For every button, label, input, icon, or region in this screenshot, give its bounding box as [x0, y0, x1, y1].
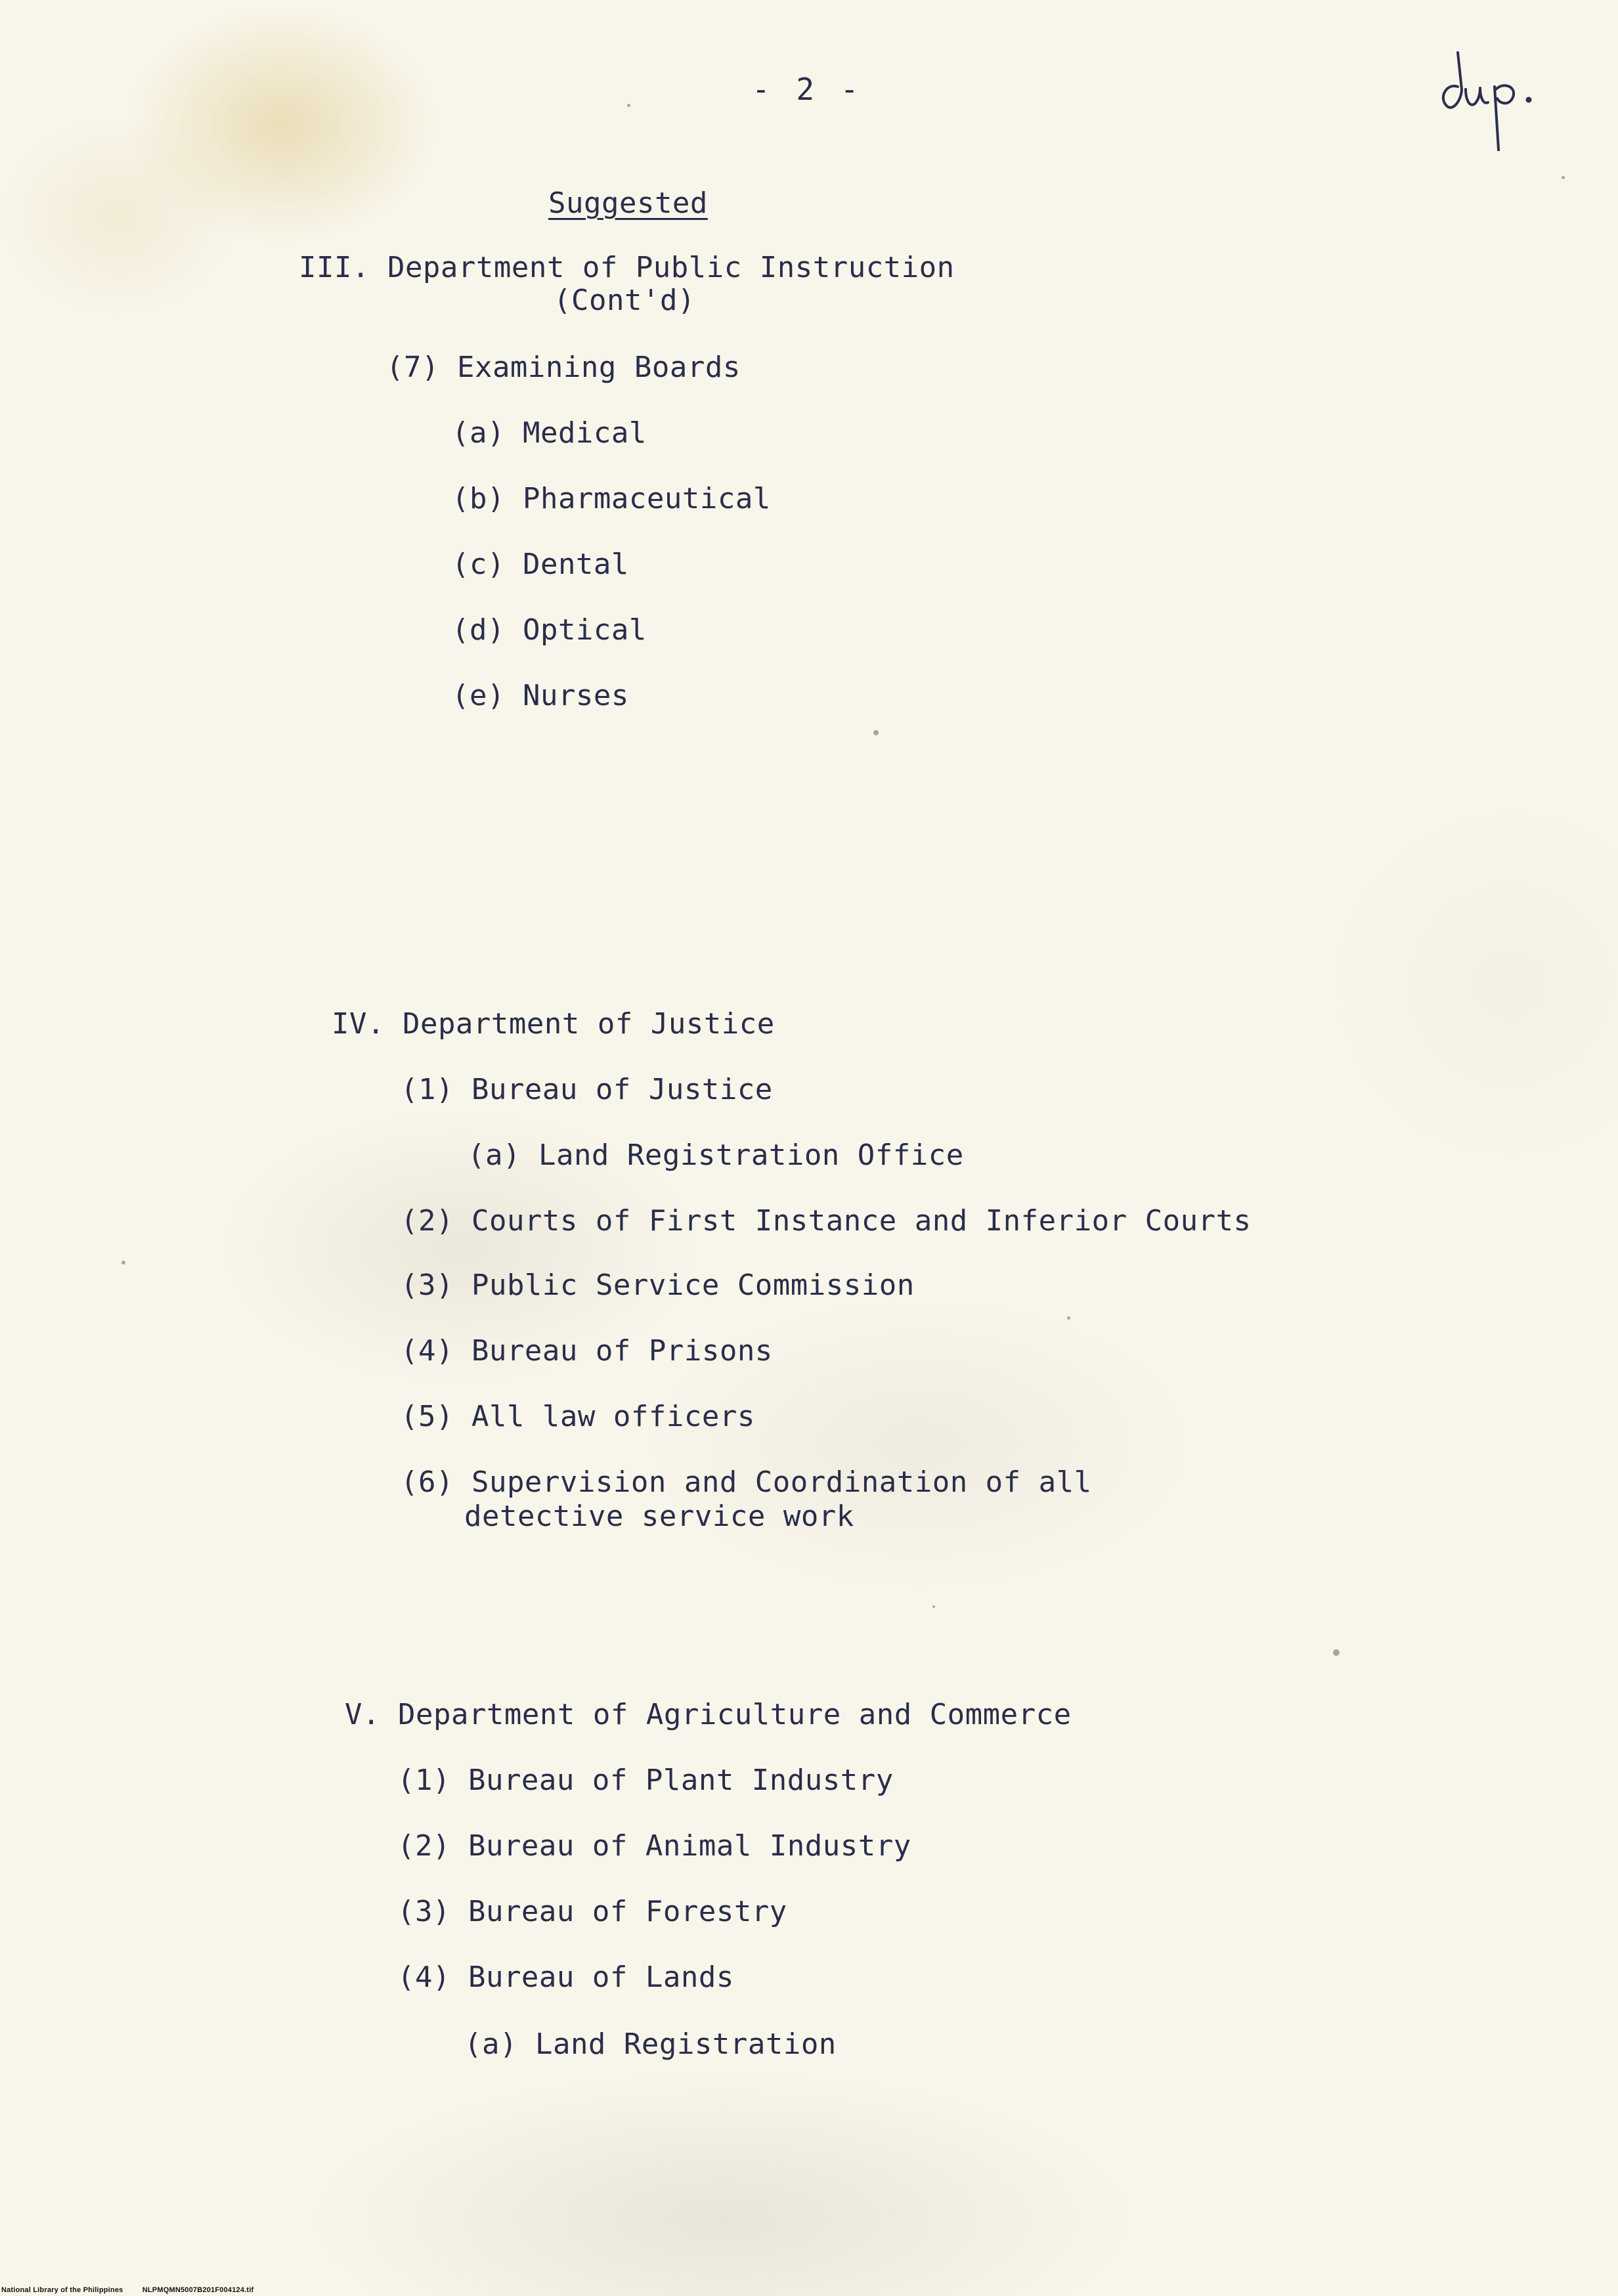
- paper-speck: [873, 730, 879, 735]
- section-iv-item-1a: (a) Land Registration Office: [468, 1138, 964, 1172]
- section-iii-item-7c: (c) Dental: [452, 548, 629, 581]
- section-iv-item-2: (2) Courts of First Instance and Inferior Courts: [401, 1204, 1252, 1238]
- section-iv-item-3: (3) Public Service Commission: [401, 1268, 915, 1302]
- section-v-item-4: (4) Bureau of Lands: [397, 1960, 734, 1994]
- section-iv-title: IV. Department of Justice: [332, 1007, 775, 1041]
- section-iv-item-6-line-2: detective service work: [464, 1500, 854, 1533]
- section-iii-title: III. Department of Public Instruction: [299, 251, 955, 284]
- section-iii-item-7: (7) Examining Boards: [386, 351, 741, 384]
- section-iii-item-7d: (d) Optical: [452, 613, 647, 647]
- paper-speck: [1562, 176, 1565, 179]
- suggested-heading: Suggested: [548, 186, 708, 220]
- section-v-item-3: (3) Bureau of Forestry: [397, 1895, 787, 1928]
- section-iv-item-4: (4) Bureau of Prisons: [401, 1334, 773, 1368]
- archive-footer: [1, 2286, 271, 2294]
- paper-speck: [1333, 1649, 1340, 1656]
- section-iii-item-7a: (a) Medical: [452, 416, 647, 450]
- section-iv-item-1: (1) Bureau of Justice: [401, 1073, 773, 1106]
- section-v-item-4a: (a) Land Registration: [464, 2027, 837, 2061]
- paper-speck: [121, 1261, 125, 1265]
- handwritten-dup-note: [1432, 26, 1537, 151]
- section-iv-item-5: (5) All law officers: [401, 1400, 755, 1433]
- section-iii-item-7b: (b) Pharmaceutical: [452, 482, 771, 515]
- section-v-item-1: (1) Bureau of Plant Industry: [397, 1764, 894, 1797]
- paper-speck: [627, 104, 630, 107]
- section-v-item-2: (2) Bureau of Animal Industry: [397, 1829, 911, 1863]
- page-number: - 2 -: [752, 72, 863, 107]
- section-iii-continued: (Cont'd): [554, 284, 695, 317]
- section-iii-item-7e: (e) Nurses: [452, 679, 629, 712]
- paper-speck: [932, 1605, 935, 1608]
- file-identifier: NLPMQMN5007B201F004124.tif: [142, 2286, 254, 2294]
- section-v-title: V. Department of Agriculture and Commerce: [345, 1698, 1072, 1731]
- library-name: National Library of the Philippines: [1, 2286, 123, 2294]
- paper-speck: [1067, 1316, 1070, 1320]
- section-iv-item-6-line-1: (6) Supervision and Coordination of all: [401, 1465, 1092, 1499]
